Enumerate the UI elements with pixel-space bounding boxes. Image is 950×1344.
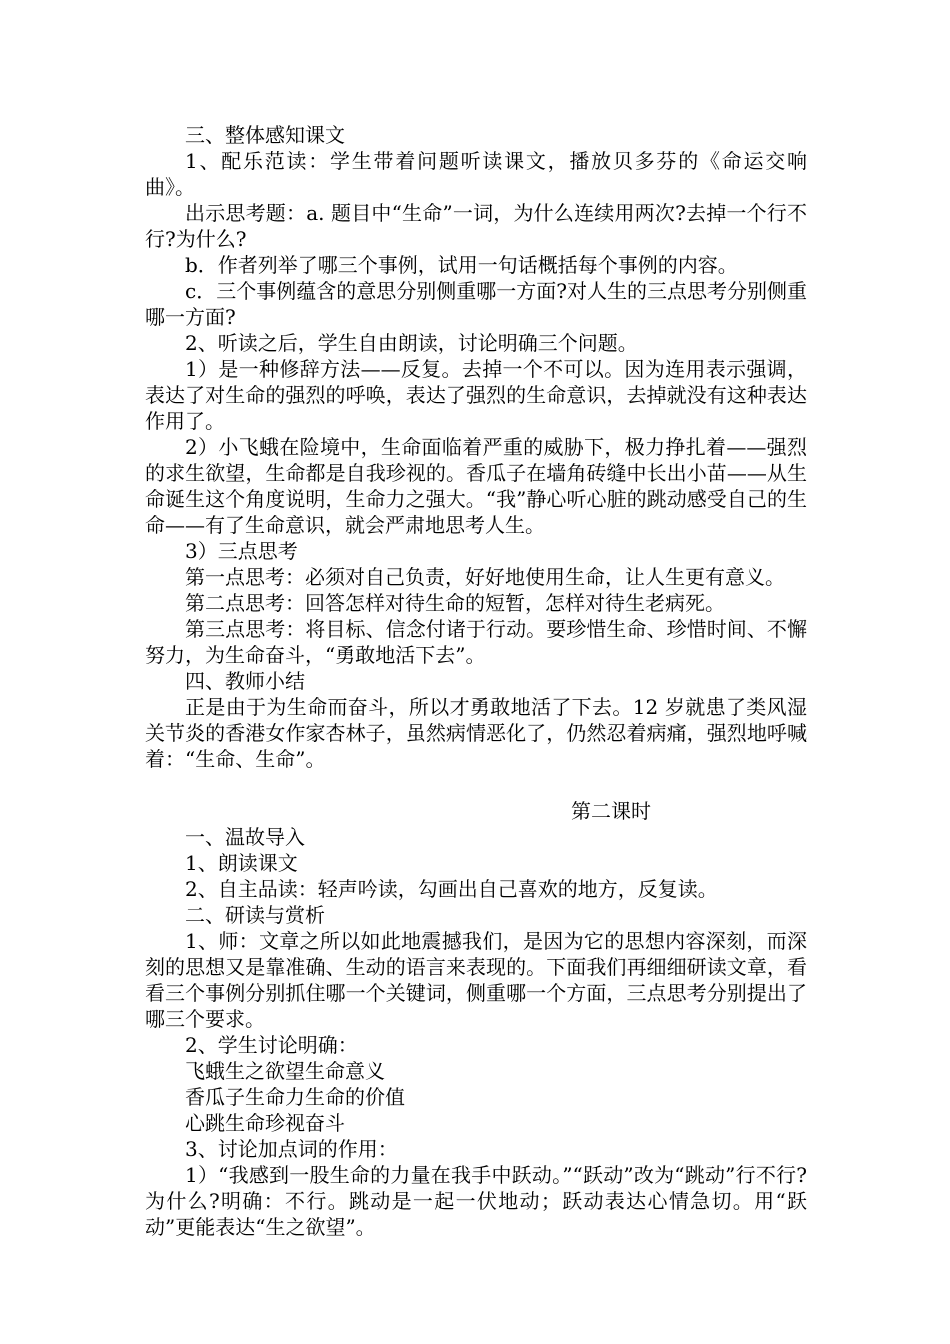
heading-holistic-reading: 三、整体感知课文 <box>185 123 345 147</box>
paragraph: 1）“我感到一股生命的力量在我手中跃动。”“跃动”改为“跳动”行不行?为什么?明确：不行。跳动是一起一伏地动；跃动表达心情急切。用“跃动”更能表达“生之欲望”。 <box>145 1163 807 1239</box>
heading-teacher-summary: 四、教师小结 <box>185 669 305 693</box>
paragraph: c．三个事例蕴含的意思分别侧重哪一方面?对人生的三点思考分别侧重哪一方面? <box>145 279 807 329</box>
list-item: 心跳生命珍视奋斗 <box>185 1111 345 1135</box>
paragraph: b．作者列举了哪三个事例，试用一句话概括每个事例的内容。 <box>185 253 738 277</box>
paragraph: 出示思考题：a. 题目中“生命”一词，为什么连续用两次?去掉一个行不行?为什么? <box>145 201 807 251</box>
list-item: 香瓜子生命力生命的价值 <box>185 1085 405 1109</box>
document-page <box>145 122 807 1240</box>
paragraph: 3、讨论加点词的作用： <box>185 1137 398 1161</box>
list-item: 飞蛾生之欲望生命意义 <box>185 1059 385 1083</box>
paragraph: 第一点思考：必须对自己负责，好好地使用生命，让人生更有意义。 <box>185 565 785 589</box>
paragraph: 1）是一种修辞方法——反复。去掉一个不可以。因为连用表示强调，表达了对生命的强烈的呼唤，表达了强烈的生命意识，去掉就没有这种表达作用了。 <box>145 357 807 433</box>
paragraph: 1、配乐范读：学生带着问题听读课文，播放贝多芬的《命运交响曲》。 <box>145 149 807 199</box>
heading-review-intro: 一、温故导入 <box>185 825 305 849</box>
heading-study-appreciation: 二、研读与赏析 <box>185 903 325 927</box>
paragraph: 2、学生讨论明确： <box>185 1033 358 1057</box>
paragraph: 1、朗读课文 <box>185 851 298 875</box>
paragraph: 2）小飞蛾在险境中，生命面临着严重的威胁下，极力挣扎着——强烈的求生欲望，生命都是自我珍视的。香瓜子在墙角砖缝中长出小苗——从生命诞生这个角度说明，生命力之强大。“我”静心听心脏的跳动感受自己的生命——有了生命意识，就会严肃地思考人生。 <box>145 435 807 537</box>
paragraph: 2、听读之后，学生自由朗读，讨论明确三个问题。 <box>185 331 638 355</box>
paragraph: 2、自主品读：轻声吟读，勾画出自己喜欢的地方，反复读。 <box>185 877 718 901</box>
paragraph: 正是由于为生命而奋斗，所以才勇敢地活了下去。12 岁就患了类风湿关节炎的香港女作家杏林子，虽然病情恶化了，仍然忍着病痛，强烈地呼喊着：“生命、生命”。 <box>145 695 807 771</box>
paragraph: 3）三点思考 <box>185 539 298 563</box>
paragraph: 第二点思考：回答怎样对待生命的短暂，怎样对待生老病死。 <box>185 591 725 615</box>
section-title: 第二课时 <box>571 799 651 823</box>
paragraph: 1、师：文章之所以如此地震撼我们，是因为它的思想内容深刻，而深刻的思想又是靠准确、生动的语言来表现的。下面我们再细细研读文章，看看三个事例分别抓住哪一个关键词，侧重哪一个方面，三点思考分别提出了哪三个要求。 <box>145 929 807 1031</box>
paragraph: 第三点思考：将目标、信念付诸于行动。要珍惜生命、珍惜时间、不懈努力，为生命奋斗，“勇敢地活下去”。 <box>145 617 807 667</box>
